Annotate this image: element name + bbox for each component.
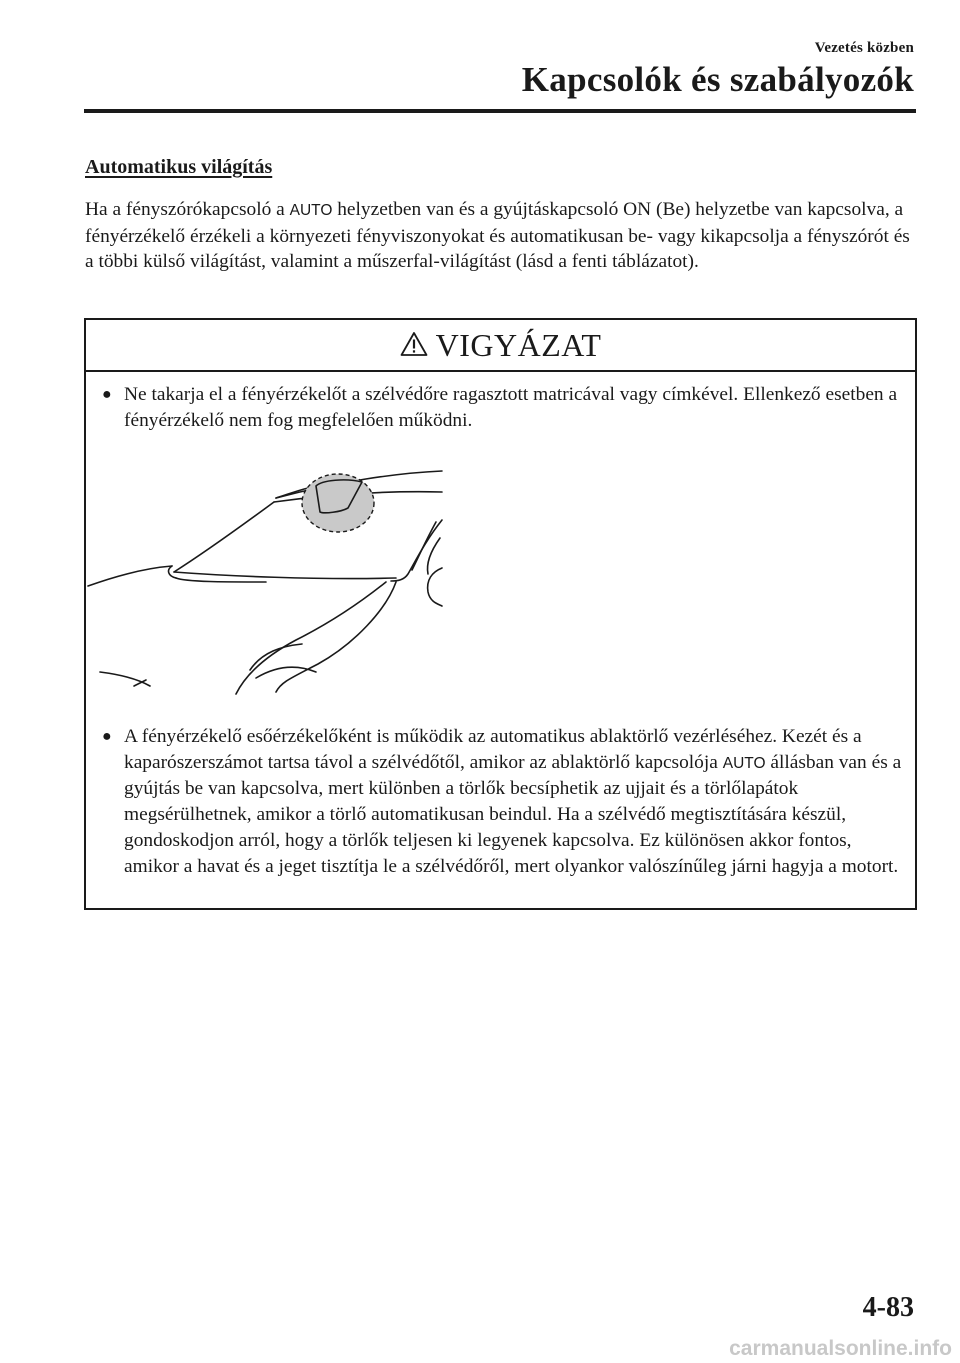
bullet-2-text-pre: A fényérzékelő esőérzékelőként is működik az automatikus ablaktörlő vezérléséhez. Kezét és a kaparószerszámot tartsa távol a szélvédőtől, amikor az ablaktörlő kapcsolója <box>124 726 862 773</box>
para-text-post: helyzetben van és a gyújtáskapcsoló ON (Be) helyzetbe van kapcsolva, a fényérzékelő érzékeli a környezeti fényviszonyokat és automatikusan be- vagy kikapcsolja a fényszórót és a többi külső világítást, valamint a műszerfal-világítást (lásd a fenti táblázatot). <box>85 199 910 273</box>
bullet-1-text: Ne takarja el a fényérzékelőt a szélvédőre ragasztott matricával vagy címkével. Ellenkező esetben a fényérzékelő nem fog megfelelően működni. <box>124 384 898 431</box>
bullet-2-text-post: állásban van és a gyújtás be van kapcsolva, mert különben a törlők becsíphetik az ujjait és a törlőlapátok megsérülhetnek, amikor a törlő automatikusan beindul. Ha a szélvédő megtisztítására készül, gondoskodjon arról, hogy a törlők teljesen ki legyenek kapcsolva. Ez különösen akkor fontos, amikor a havat és a jeget tisztítja le a szélvédőről, mert olyankor valószínűleg járni hagyja a motort. <box>124 751 902 877</box>
section-heading: Automatikus világítás <box>85 156 273 178</box>
windshield-sensor-illustration <box>86 460 466 700</box>
auto-tag: AUTO <box>289 202 333 219</box>
auto-tag: AUTO <box>722 754 766 772</box>
header-rule <box>84 109 916 113</box>
header-section: Vezetés közben <box>814 40 914 56</box>
warning-bullet-2 <box>98 724 903 879</box>
bullet-dot: ● <box>102 728 112 745</box>
warning-header <box>86 320 915 372</box>
para-text-pre: Ha a fényszórókapcsoló a <box>85 199 290 220</box>
warning-title: VIGYÁZAT <box>435 326 602 363</box>
page-title: Kapcsolók és szabályozók <box>521 60 914 99</box>
warning-box <box>84 318 917 910</box>
warning-bullet-1 <box>98 382 903 433</box>
body-paragraph <box>85 197 915 275</box>
bullet-dot: ● <box>102 386 112 403</box>
watermark: carmanualsonline.info <box>729 1337 952 1360</box>
page-number: 4-83 <box>862 1292 914 1323</box>
warning-triangle-icon <box>400 331 428 357</box>
